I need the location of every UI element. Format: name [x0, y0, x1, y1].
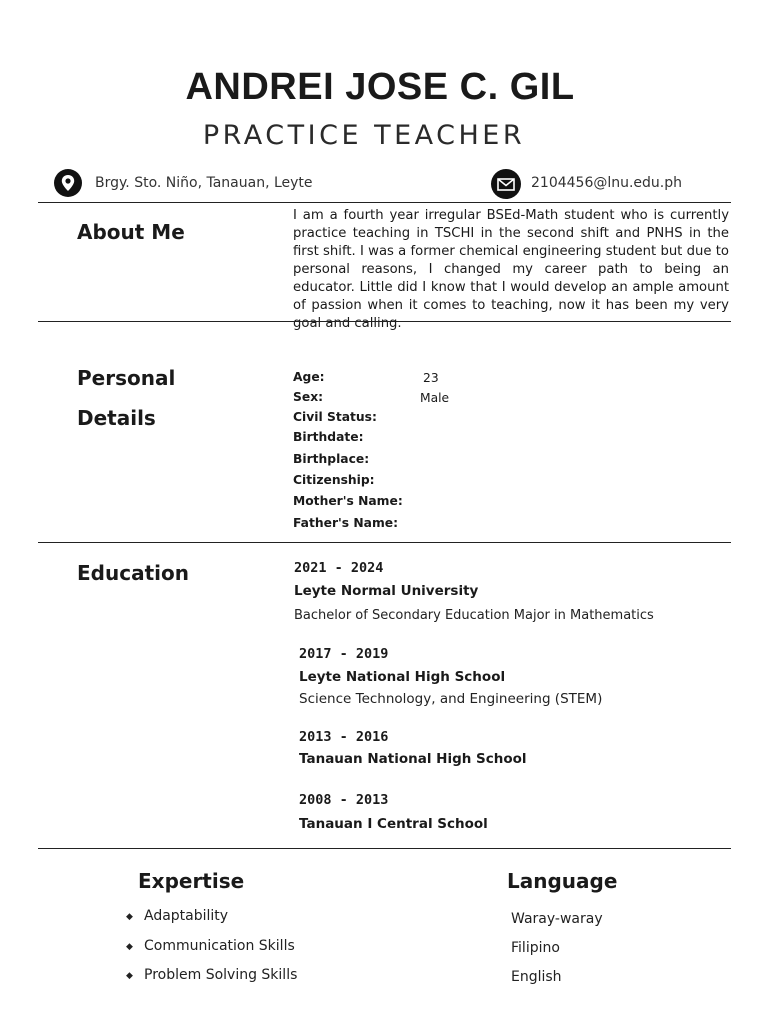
education-heading: Education	[77, 561, 189, 585]
about-heading: About Me	[77, 220, 185, 244]
education-school: Leyte National High School	[299, 669, 506, 685]
divider	[38, 848, 731, 849]
location-pin-icon	[54, 169, 82, 197]
education-school: Tanauan National High School	[299, 751, 527, 767]
civil-status-label: Civil Status:	[293, 410, 377, 424]
expertise-item: Adaptability	[144, 908, 229, 924]
email-link[interactable]: 2104456@lnu.edu.ph	[531, 175, 683, 191]
bullet-diamond-icon: ◆	[126, 912, 133, 922]
age-value: 23	[423, 371, 439, 385]
education-degree: Bachelor of Secondary Education Major in Mathematics	[294, 608, 654, 623]
sex-label: Sex:	[293, 390, 324, 404]
birthdate-label: Birthdate:	[293, 430, 364, 444]
sex-value: Male	[420, 391, 450, 405]
personal-heading-line1: Personal	[77, 366, 176, 390]
language-item: Filipino	[511, 940, 560, 956]
education-years: 2021 - 2024	[294, 560, 384, 576]
mothers-name-label: Mother's Name:	[293, 494, 403, 508]
education-school: Leyte Normal University	[294, 583, 479, 599]
education-degree: Science Technology, and Engineering (STEM)	[299, 691, 603, 707]
education-school: Tanauan I Central School	[299, 816, 488, 832]
education-years: 2008 - 2013	[299, 792, 389, 808]
envelope-icon	[491, 169, 521, 199]
resume-name: ANDREI JOSE C. GIL	[185, 66, 575, 108]
divider	[38, 321, 731, 322]
age-label: Age:	[293, 370, 325, 384]
job-title: PRACTICE TEACHER	[202, 120, 526, 151]
expertise-heading: Expertise	[138, 869, 245, 893]
expertise-item: Communication Skills	[144, 938, 295, 954]
about-text: I am a fourth year irregular BSEd-Math student who is currently practice teaching in TSCHI in the second shift and PNHS in the first shift. I was a former chemical engineering student but due to personal reasons, I changed my career path to being an educator. Little did I know that I would develop an ample amount of passion when it comes to teaching, now it has been my very goal and calling.	[293, 208, 729, 331]
divider	[38, 542, 731, 543]
education-years: 2013 - 2016	[299, 729, 389, 745]
bullet-diamond-icon: ◆	[126, 971, 133, 981]
fathers-name-label: Father's Name:	[293, 516, 399, 530]
language-item: English	[511, 969, 562, 985]
language-heading: Language	[507, 869, 618, 893]
citizenship-label: Citizenship:	[293, 473, 375, 487]
birthplace-label: Birthplace:	[293, 452, 370, 466]
bullet-diamond-icon: ◆	[126, 942, 133, 952]
language-item: Waray-waray	[511, 911, 603, 927]
personal-heading-line2: Details	[77, 406, 156, 430]
education-years: 2017 - 2019	[299, 646, 389, 662]
address-text: Brgy. Sto. Niño, Tanauan, Leyte	[95, 175, 313, 191]
divider	[38, 202, 731, 203]
expertise-item: Problem Solving Skills	[144, 967, 298, 983]
